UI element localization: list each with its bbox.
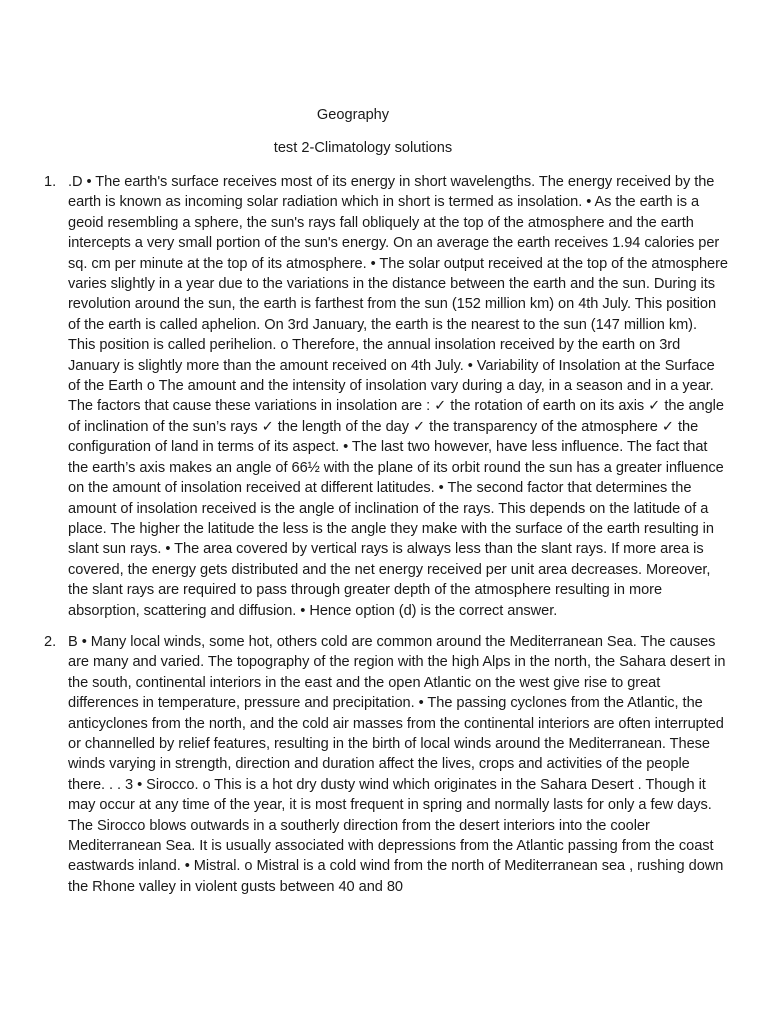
answer-number: 1.	[44, 174, 57, 190]
document-title: Geography	[316, 107, 390, 123]
answer-text: B • Many local winds, some hot, others cold are common around the Mediterranean Sea. The causes are many and varied. The topography of the region with the high Alps in the north, the Sahara desert in the south, continental interiors in the east and the open Atlantic on the west give rise to great differences in temperature, pressure and precipitation. • The passing cyclones from the Atlantic, the anticyclones from the north, and the cold air masses from the continental interiors are often interrupted or channelled by relief features, resulting in the birth of local winds around the Mediterranean. These winds varying in strength, direction and duration affect the lives, crops and activities of the people there. . . 3 • Sirocco. o This is a hot dry dusty wind which originates in the Sahara Desert . Though it may occur at any time of the year, it is most frequent in spring and normally lasts for only a few days. The Sirocco blows outwards in a southerly direction from the desert interiors into the cooler Mediterranean Sea. It is usually associated with depressions from the Atlantic passing from the coast eastwards inland. • Mistral. o Mistral is a cold wind from the north of Mediterranean sea , rushing down the Rhone valley in violent gusts between 40 and 80	[68, 633, 726, 895]
answer-list	[44, 172, 728, 908]
answer-number: 2.	[44, 633, 57, 650]
answer-item	[44, 172, 728, 621]
answer-item	[44, 632, 728, 897]
document-subtitle: test 2-Climatology solutions	[273, 140, 453, 156]
answer-text: .D • The earth's surface receives most of its energy in short wavelengths. The energy received by the earth is known as incoming solar radiation which in short is termed as insolation. • As the earth is a geoid resembling a sphere, the sun's rays fall obliquely at the top of the atmosphere and the earth intercepts a very small portion of the sun's energy. On an average the earth receives 1.94 calories per sq. cm per minute at the top of its atmosphere. • The solar output received at the top of the atmosphere varies slightly in a year due to the variations in the distance between the earth and the sun. During its revolution around the sun, the earth is farthest from the sun (152 million km) on 4th July. This position of the earth is called aphelion. On 3rd January, the earth is the nearest to the sun (147 million km). This position is called perihelion. o Therefore, the annual insolation received by the earth on 3rd January is slightly more than the amount received on 4th July. • Variability of Insolation at the Surface of the Earth o The amount and the intensity of insolation vary during a day, in a season and in a year. The factors that cause these variations in insolation are : ✓ the rotation of earth on its axis ✓ the angle of inclination of the sun’s rays ✓ the length of the day ✓ the transparency of the atmosphere ✓ the configuration of land in terms of its aspect. • The last two however, have less influence. The fact that the earth’s axis makes an angle of 66½ with the plane of its orbit round the sun has a greater influence on the amount of insolation received at different latitudes. • The second factor that determines the amount of insolation received is the angle of inclination of the rays. This depends on the latitude of a place. The higher the latitude the less is the angle they make with the surface of the earth resulting in slant sun rays. • The area covered by vertical rays is always less than the slant rays. If more area is covered, the energy gets distributed and the net energy received per unit area decreases. Moreover, the slant rays are required to pass through greater depth of the atmosphere resulting in more absorption, scattering and diffusion. • Hence option (d) is the correct answer.	[68, 174, 728, 619]
